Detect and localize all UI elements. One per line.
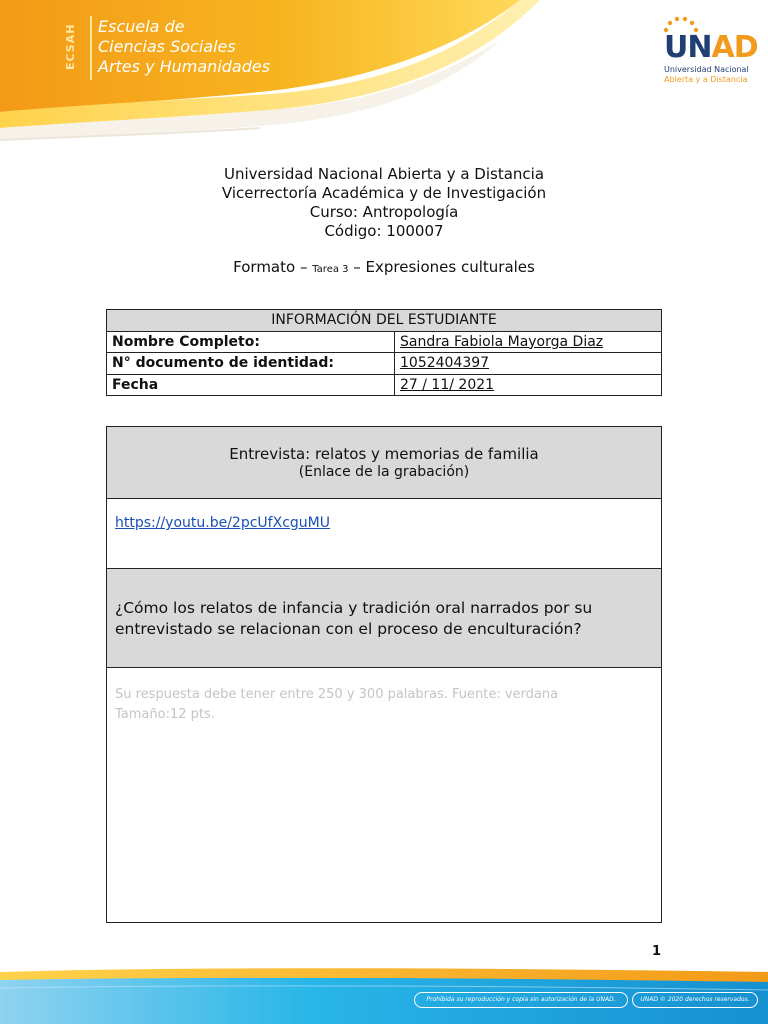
logo-subtitle-1: Universidad Nacional xyxy=(664,65,749,74)
question-text: ¿Cómo los relatos de infancia y tradición oral narrados por su entrevistado se relacionan con el proceso de enculturación? xyxy=(115,599,593,638)
footer-notice: Prohibida su reproducción y copia sin autorización de la UNAD. xyxy=(414,992,628,1008)
university-title: Universidad Nacional Abierta y a Distancia xyxy=(223,165,545,183)
footer-banner xyxy=(0,966,768,1024)
student-info-header: INFORMACIÓN DEL ESTUDIANTE xyxy=(107,310,662,332)
header-banner xyxy=(0,0,768,150)
header-divider xyxy=(90,16,92,80)
unad-logo xyxy=(660,16,758,86)
page-number: 1 xyxy=(652,944,662,959)
answer-area[interactable] xyxy=(115,685,655,725)
full-name-value: Sandra Fabiola Mayorga Diaz xyxy=(395,331,662,353)
table-row xyxy=(107,331,662,353)
interview-subtitle: (Enlace de la grabación) xyxy=(298,464,470,480)
table-row xyxy=(107,353,662,375)
course-code: Código: 100007 xyxy=(324,222,444,240)
date-value: 27 / 11/ 2021 xyxy=(395,374,662,396)
recording-link-row xyxy=(107,499,661,569)
interview-header xyxy=(107,427,661,499)
course-title: Curso: Antropología xyxy=(309,203,459,221)
interview-table xyxy=(106,426,662,923)
footer-copyright: UNAD © 2020 derechos reservados. xyxy=(632,992,758,1008)
answer-placeholder-line-1: Su respuesta debe tener entre 250 y 300 palabras. Fuente: verdana xyxy=(115,687,559,702)
school-name-line-1: Escuela de xyxy=(98,17,185,36)
vicerrectoria-title: Vicerrectoría Académica y de Investigación xyxy=(221,184,547,202)
date-label: Fecha xyxy=(107,374,395,396)
logo-wordmark: UNAD xyxy=(664,30,758,65)
format-title: Formato – Tarea 3 – Expresiones culturales xyxy=(233,258,535,276)
recording-link[interactable]: https://youtu.be/2pcUfXcguMU xyxy=(115,515,330,531)
school-name-line-2: Ciencias Sociales xyxy=(98,37,236,56)
school-name-line-3: Artes y Humanidades xyxy=(98,57,271,76)
interview-title: Entrevista: relatos y memorias de familia xyxy=(229,445,539,463)
full-name-label: Nombre Completo: xyxy=(107,331,395,353)
document-id-label: N° documento de identidad: xyxy=(107,353,395,375)
question-row xyxy=(107,569,661,668)
answer-placeholder-line-2: Tamaño:12 pts. xyxy=(115,707,215,722)
ecsah-acronym: ECSAH xyxy=(64,23,77,71)
table-row xyxy=(107,374,662,396)
logo-subtitle-2: Abierta y a Distancia xyxy=(664,75,748,84)
document-id-value: 1052404397 xyxy=(395,353,662,375)
student-info-table xyxy=(106,309,662,396)
